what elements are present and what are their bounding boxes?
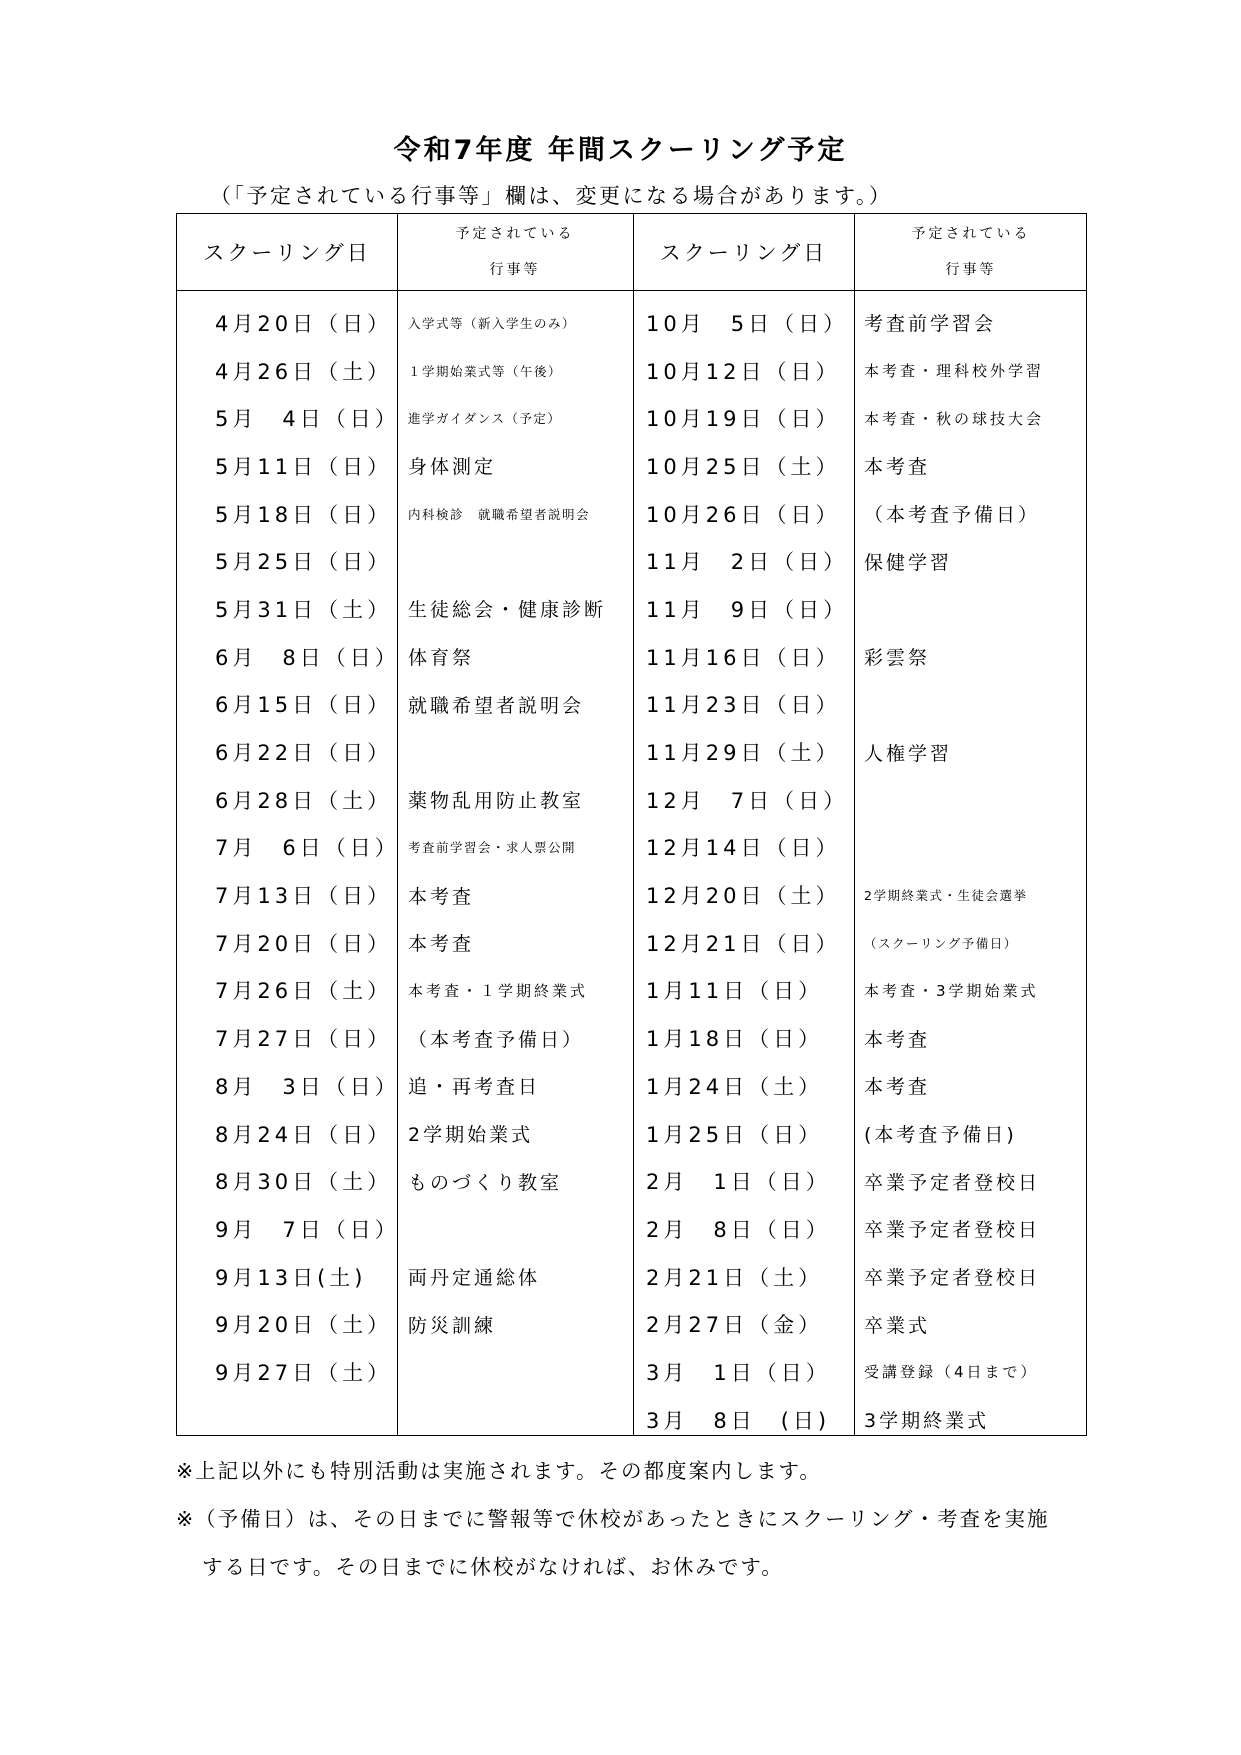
schooling-date: 12月21日（日） [646,931,841,956]
table-row [176,919,1087,967]
schooling-date: 10月25日（土） [646,454,841,479]
header-label: 予定されている [455,226,575,242]
note-line: ※上記以外にも特別活動は実施されます。その都度案内します。 [176,1459,822,1483]
schooling-date: 10月12日（日） [646,359,841,384]
header-label: 行事等 [945,262,997,278]
schooling-date: 8月24日（日） [215,1122,393,1147]
event-text: 受講登録（4日まで） [864,1363,1039,1382]
event-text: 追・再考査日 [408,1076,541,1099]
schooling-date: 11月23日（日） [646,693,841,718]
schooling-date: 8月 3日（日） [215,1074,400,1099]
event-text: 保健学習 [864,551,953,574]
table-row [176,442,1087,490]
table-row [176,824,1087,872]
event-text: 本考査 [408,933,475,956]
schooling-date: 11月 2日（日） [646,550,849,575]
note-line: ※（予備日）は、その日までに警報等で休校があったときにスクーリング・考査を実施 [176,1507,1050,1531]
event-text: 体育祭 [408,647,475,670]
event-text: 本考査 [864,1028,931,1051]
event-text: 両丹定通総体 [408,1267,541,1290]
schooling-date: 7月13日（日） [215,884,393,909]
schooling-date: 7月 6日（日） [215,836,400,861]
event-text: ものづくり教室 [408,1171,563,1194]
schooling-date: 1月11日（日） [646,979,824,1004]
schooling-date: 4月20日（日） [215,311,393,336]
schooling-date: 10月26日（日） [646,502,841,527]
table-row [176,1014,1087,1062]
schooling-date: 7月26日（土） [215,979,393,1004]
header-schooling-date-right [633,214,854,290]
table-row [176,633,1087,681]
schooling-date: 11月16日（日） [646,645,841,670]
table-row [176,394,1087,442]
table-row [176,1348,1087,1396]
table-row [176,1300,1087,1348]
event-text: 2学期始業式 [408,1124,534,1147]
schooling-date: 5月18日（日） [215,502,393,527]
table-row [176,1110,1087,1158]
event-text: 本考査・１学期終業式 [408,981,589,1000]
schooling-date: 12月14日（日） [646,836,841,861]
header-schooling-date-left [177,214,397,290]
schooling-date: 1月24日（土） [646,1074,824,1099]
schooling-date: 6月22日（日） [215,741,393,766]
table-row [176,681,1087,729]
schooling-date: 9月13日(土) [215,1265,367,1290]
schooling-date: 6月 8日（日） [215,645,400,670]
schooling-date: 10月19日（日） [646,407,841,432]
event-text: 3学期終業式 [864,1410,990,1433]
event-text: 防災訓練 [408,1314,497,1337]
event-text: （本考査予備日） [864,504,1041,527]
event-text: 卒業予定者登校日 [864,1267,1041,1290]
schooling-date: 6月15日（日） [215,693,393,718]
schooling-date: 2月21日（土） [646,1265,824,1290]
header-label: スクーリング日 [203,241,371,265]
event-text: (本考査予備日) [864,1124,1017,1147]
event-text: 身体測定 [408,456,497,479]
schooling-date: 11月29日（土） [646,741,841,766]
event-text: 就職希望者説明会 [408,694,585,717]
event-text: 彩雲祭 [864,647,931,670]
table-row [176,728,1087,776]
schooling-date: 9月27日（土） [215,1360,393,1385]
table-row [176,776,1087,824]
event-text: 本考査・秋の球技大会 [864,409,1045,428]
event-text: 卒業式 [864,1314,931,1337]
page-title: 令和7年度 年間スクーリング予定 [393,135,848,166]
table-row [176,585,1087,633]
event-text: 卒業予定者登校日 [864,1171,1041,1194]
schooling-date: 11月 9日（日） [646,597,849,622]
schooling-date: 10月 5日（日） [646,311,849,336]
schooling-date: 2月 8日（日） [646,1217,831,1242]
note-line: する日です。その日までに休校がなければ、お休みです。 [202,1555,784,1579]
event-text: 本考査 [864,1076,931,1099]
schooling-date: 1月25日（日） [646,1122,824,1147]
table-row [176,1062,1087,1110]
event-text: 本考査・理科校外学習 [864,362,1045,381]
event-text: 卒業予定者登校日 [864,1219,1041,1242]
event-text: 本考査 [408,885,475,908]
schooling-date: 12月20日（土） [646,884,841,909]
schooling-date: 6月28日（土） [215,788,393,813]
table-row [176,871,1087,919]
schooling-date: 7月27日（日） [215,1027,393,1052]
header-label: スクーリング日 [659,241,828,265]
header-events-right [854,214,1088,290]
event-text: 本考査・3学期始業式 [864,981,1039,1000]
schooling-date: 5月31日（土） [215,597,393,622]
header-label: 行事等 [489,262,541,278]
schooling-date: 12月 7日（日） [646,788,849,813]
table-row [176,299,1087,347]
schooling-date: 4月26日（土） [215,359,393,384]
header-events-left [397,214,633,290]
schooling-date: 1月18日（日） [646,1027,824,1052]
table-row [176,1157,1087,1205]
event-text: 本考査 [864,456,931,479]
table-row [176,347,1087,395]
schooling-date: 9月20日（土） [215,1313,393,1338]
table-row [176,537,1087,585]
table-row [176,490,1087,538]
schooling-date: 2月27日（金） [646,1313,824,1338]
schooling-date: 3月 1日（日） [646,1360,831,1385]
event-text: 進学ガイダンス（予定） [408,411,562,427]
event-text: 考査前学習会 [864,313,997,336]
event-text: 2学期終業式・生徒会選挙 [864,888,1028,904]
table-row [176,1205,1087,1253]
header-divider [177,290,1086,291]
schooling-date: 5月11日（日） [215,454,393,479]
header-label: 予定されている [911,226,1031,242]
event-text: 入学式等（新入学生のみ） [408,315,577,331]
schooling-date: 3月 8日 (日) [646,1408,831,1433]
table-row [176,1396,1087,1444]
table-row [176,967,1087,1015]
event-text: 考査前学習会・求人票公開 [408,840,577,856]
table-row [176,1253,1087,1301]
event-text: （本考査予備日） [408,1028,585,1051]
schooling-date: 7月20日（日） [215,931,393,956]
notes [176,1447,1050,1591]
event-text: 内科検診 就職希望者説明会 [408,506,591,522]
schooling-date: 2月 1日（日） [646,1170,831,1195]
schedule-rows [176,299,1087,1444]
schooling-date: 5月25日（日） [215,550,393,575]
schooling-date: 5月 4日（日） [215,407,400,432]
event-text: 人権学習 [864,742,953,765]
event-text: 生徒総会・健康診断 [408,599,607,622]
event-text: 薬物乱用防止教室 [408,790,585,813]
event-text: （スクーリング予備日） [864,935,1018,951]
subnote: （「予定されている行事等」欄は、変更になる場合があります。） [210,184,893,208]
event-text: １学期始業式等（午後） [408,363,563,379]
schooling-date: 9月 7日（日） [215,1217,400,1242]
schooling-date: 8月30日（土） [215,1170,393,1195]
